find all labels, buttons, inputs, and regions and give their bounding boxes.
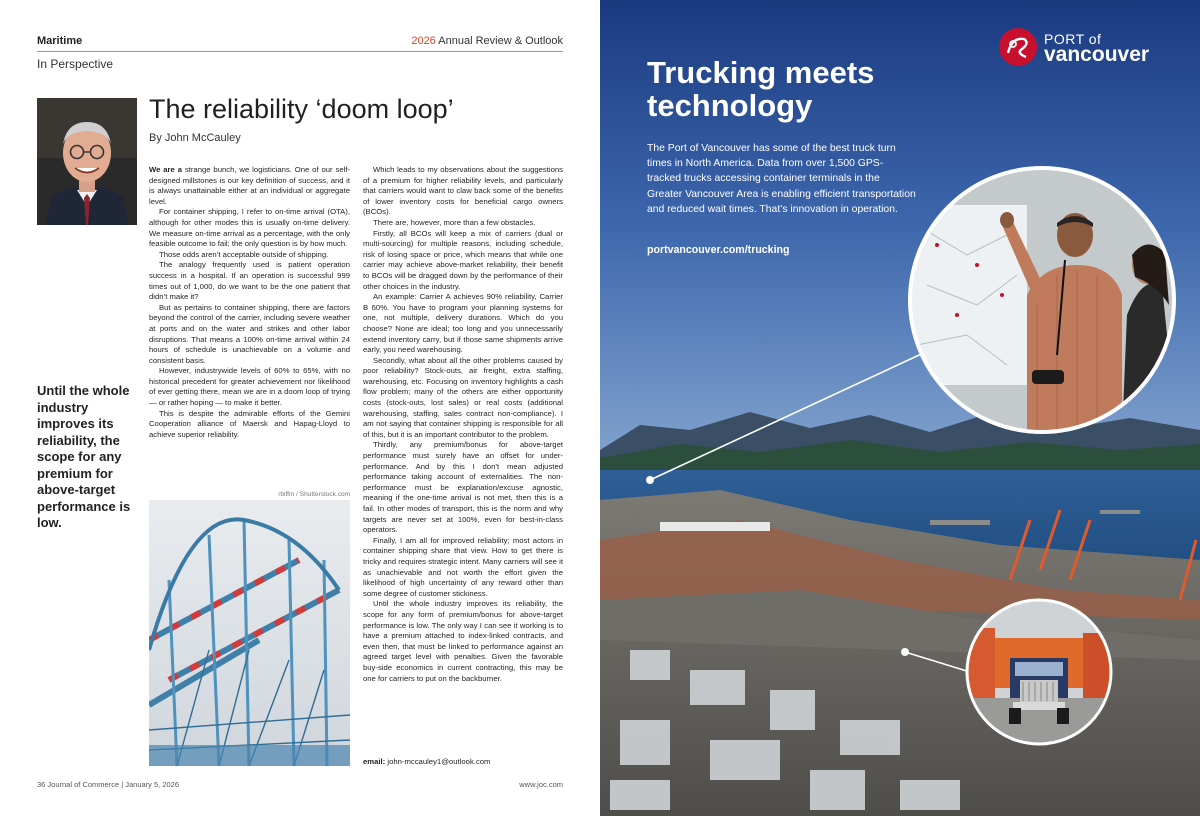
paragraph: Finally, I am all for improved reliability; most actors in container shipping share that view. How to get there is tricky and requires strategic intent. Many carriers will see it as unachievable and not worth the effort given the likelihood of high uncertainty of any reward other than some degree of customer stickiness.	[363, 535, 563, 598]
container-cranes-illustration	[149, 500, 350, 766]
advertisement-page	[600, 0, 1200, 816]
body-column-2	[363, 165, 563, 684]
author-portrait-illustration	[37, 98, 137, 225]
email-address: john-mccauley1@outlook.com	[387, 757, 491, 766]
ad-url-link[interactable]: portvancouver.com/trucking	[647, 244, 790, 256]
paragraph: Those odds aren’t acceptable outside of shipping.	[159, 249, 329, 259]
paragraph: Firstly, all BCOs will keep a mix of carriers (dual or multi-sourcing) for multiple reasons, including schedule, risk of losing space or price, which means that while one carrier may achieve above-market reliability, their benefit to BCOs will be dragged down by the performance of their other choices in the industry.	[363, 228, 563, 291]
paragraph: There are, however, more than a few obstacles.	[373, 217, 536, 227]
author-portrait	[37, 98, 137, 225]
paragraph-text: strange bunch, we logisticians. One of our self-designed millstones is our key definition of success, and it is always unattainable either at an individual or aggregate level.	[149, 165, 350, 206]
paragraph: For container shipping, I refer to on-time arrival (OTA), although for other modes this is usually on-time delivery. We measure on-time arrival as a percentage, with the only feasible outcome to fail; the only question is by how much.	[149, 207, 350, 249]
lead-in: We are a	[149, 165, 182, 174]
logo-vancouver-text: vancouver	[1044, 43, 1150, 66]
ad-headline: Trucking meets technology	[647, 55, 875, 123]
email-label: email:	[363, 757, 386, 766]
ad-body-copy: The Port of Vancouver has some of the best truck turn times in North America. Data from over 1,500 GPS-tracked trucks accessing container terminals in the Greater Vancouver Area is enabling efficient transportation and reduced wait times. That’s innovation in operation.	[647, 143, 916, 215]
photo-credit: rbiffm / Shutterstock.com	[278, 491, 350, 498]
control-room-photo	[907, 165, 1177, 435]
paragraph: Until the whole industry improves its reliability, the scope for any form of premium/bonus for above-target performance is low. The only way I can see it working is to have a premium attached to index-linked contracts, and even then, that must be linked to performance against an agreed target level with penalties. Given the favorable buy-side economics in current contracting, this may be one for carriers to put on the backburner.	[363, 599, 563, 683]
paragraph: Which leads to my observations about the suggestions of a premium for higher reliability levels, and particularly that carriers would want to claw back some of the benefits of lower inventory costs for beneficial cargo owners (BCOs).	[363, 165, 563, 217]
page-footer-url: www.joc.com	[519, 780, 563, 789]
publication-year: 2026	[411, 35, 436, 47]
paragraph: However, industrywide levels of 60% to 65%, with no historical precedent for greater achievement nor likelihood of ever getting there, mean we are in a doom loop of trying — or rather hoping — to make it better.	[149, 366, 350, 408]
article-headline: The reliability ‘doom loop’	[149, 94, 454, 124]
paragraph: The analogy frequently used is patient operation success in a hospital. If an operation is successful 999 times out of 1,000, do we want to be the one patient that didn’t make it?	[149, 260, 350, 302]
pull-quote: Until the whole industry improves its reliability, the scope for any premium for above-target performance is low.	[37, 383, 131, 530]
container-cranes-photo	[149, 500, 350, 766]
truck-photo	[965, 598, 1113, 746]
page-footer-folio: 36 Journal of Commerce | January 5, 2026	[37, 780, 180, 789]
author-email	[363, 757, 490, 766]
control-room-illustration	[907, 165, 1177, 435]
paragraph: This is despite the admirable efforts of the Gemini Cooperation alliance of Maersk and Hapag-Lloyd to achieve superior reliability.	[149, 408, 350, 439]
paragraph: Secondly, what about all the other problems caused by poor reliability? Stock-outs, air freight, extra staffing, warehousing, etc. Focusing on inventory highlights a cash flow problem; many of the others are either opportunity costs (stock-outs, lost sales) or real costs (additional warehousing, staffing, sales contract non-compliance). I am not saying that container shipping is responsible for all of this, but it is an important contributor to the problem.	[363, 355, 563, 439]
paragraph	[149, 165, 350, 207]
truck-illustration	[965, 598, 1113, 746]
body-column-1	[149, 165, 350, 440]
section-label: Maritime	[37, 35, 83, 47]
paragraph: But as pertains to container shipping, there are factors beyond the control of the carrier, including severe weather at ports and on the water and strikes and other labor disruptions. That means a 100% on-time arrival within 24 hours of schedule is unachievable on a volume and consistent basis.	[149, 302, 350, 365]
paragraph: An example: Carrier A achieves 90% reliability, Carrier B 60%. You have to program your planning systems for one, not multiple, delivery durations. Which do you choose? None are ideal; too long and you unnecessarily extend inventory carry, but if those same shipments arrive early, you need warehousing.	[363, 292, 563, 355]
header-divider	[37, 51, 563, 52]
column-kicker: In Perspective	[37, 57, 114, 71]
publication-header	[411, 35, 563, 47]
paragraph: Thirdly, any premium/bonus for above-target performance must surely have an offset for under-performance. And by this I don’t mean adjusted performance taking account of externalities. The non-performance must be explanation/excuse agnostic, meaning if the one-time arrival is not met, then this is a fail. In other modes of transport, this is the norm and why targets are never set at 100%, even for best-in-class operators.	[363, 440, 563, 535]
article-byline: By John McCauley	[149, 132, 241, 144]
logo-port-text: PORT of	[1044, 31, 1102, 47]
publication-title: Annual Review & Outlook	[438, 35, 563, 47]
